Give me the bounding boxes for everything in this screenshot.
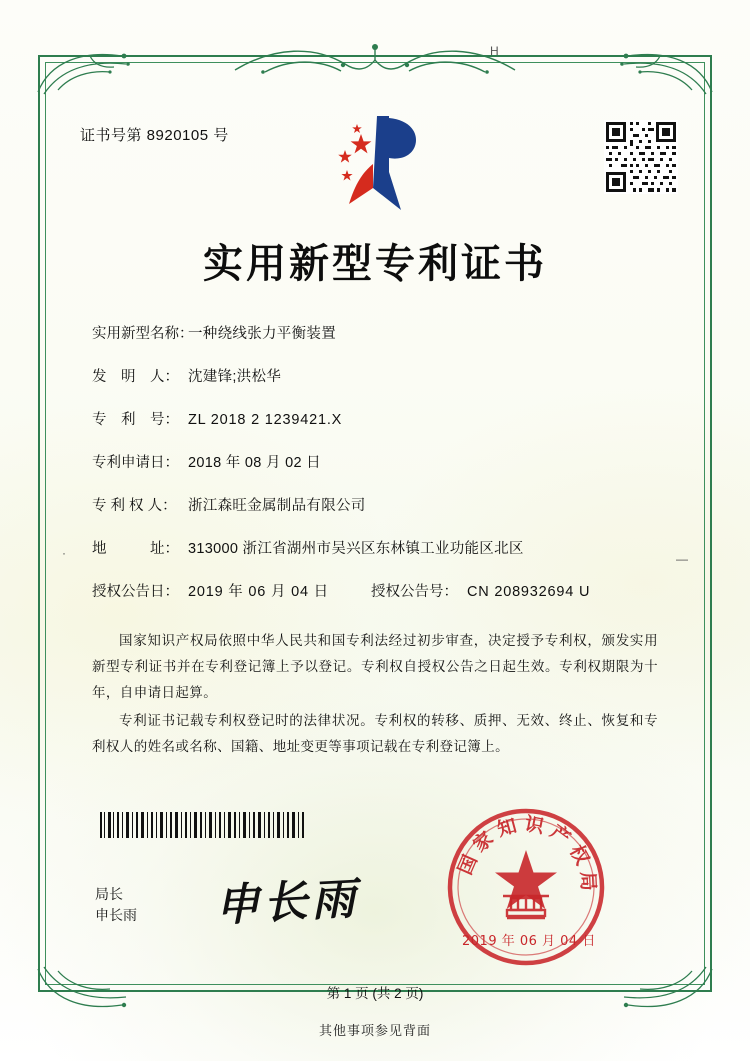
field-label-application-date: 专利申请日： [92, 455, 179, 471]
field-row [92, 408, 658, 451]
field-label-patentee: 专 利 权 人： [92, 498, 177, 514]
field-row [92, 451, 658, 494]
field-value-grant-date: 2019 年 06 月 04 日 [188, 584, 329, 600]
handwritten-signature: 申长雨 [213, 873, 361, 932]
field-value-grant-number: CN 208932694 U [466, 584, 591, 600]
barcode-icon [100, 812, 306, 838]
top-ornament-decoration [225, 40, 525, 80]
field-row-grant [92, 580, 658, 623]
page-title: 实用新型专利证书 [203, 241, 547, 287]
legal-paragraph-2: 专利证书记载专利权登记时的法律状况。专利权的转移、质押、无效、终止、恢复和专利权人的姓名或名称、国籍、地址变更等事项记载在专利登记簿上。 [92, 713, 658, 754]
scan-mark: · [62, 546, 66, 560]
field-row [92, 494, 658, 537]
qr-code-icon [604, 120, 678, 194]
field-label-patent-number: 专 利 号： [92, 412, 179, 428]
svg-text:国家知识产权局: 国家知识产权局 [454, 812, 600, 898]
field-value-patentee: 浙江森旺金属制品有限公司 [188, 498, 366, 514]
legal-paragraph-1: 国家知识产权局依照中华人民共和国专利法经过初步审查，决定授予专利权，颁发实用新型专利证书并在专利登记簿上予以登记。专利权自授权公告之日起生效。专利权期限为十年，自申请日起算。 [92, 633, 658, 700]
field-row [92, 537, 658, 580]
field-list [92, 322, 658, 623]
certificate-number: 证书号第 8920105 号 [80, 127, 229, 144]
field-value-utility-model-name: 一种绕线张力平衡装置 [188, 326, 336, 342]
signature-labels [95, 884, 137, 926]
field-value-application-date: 2018 年 08 月 02 日 [188, 455, 321, 471]
page-number: 第 1 页 (共 2 页) [326, 986, 424, 1001]
field-label-utility-model-name: 实用新型名称： [92, 326, 194, 342]
field-label-inventor: 发 明 人： [92, 369, 179, 385]
footer-note: 其他事项参见背面 [318, 1023, 431, 1038]
scan-mark: — [676, 552, 688, 566]
signature-name-label: 申长雨 [95, 907, 137, 923]
sipo-logo-icon [315, 112, 435, 214]
scan-mark: H [490, 44, 499, 58]
legal-text-block [92, 628, 658, 762]
field-value-inventor: 沈建锋;洪松华 [188, 369, 282, 385]
seal-date: 2019 年 06 月 04 日 [462, 934, 596, 949]
field-label-address: 地 址： [92, 541, 179, 557]
signature-title-label: 局长 [95, 886, 123, 902]
field-row [92, 365, 658, 408]
field-value-address: 313000 浙江省湖州市吴兴区东林镇工业功能区北区 [188, 541, 524, 557]
field-row [92, 322, 658, 365]
field-label-grant-number: 授权公告号： [370, 584, 458, 600]
field-label-grant-date: 授权公告日： [92, 584, 179, 600]
field-value-patent-number: ZL 2018 2 1239421.X [188, 412, 343, 428]
